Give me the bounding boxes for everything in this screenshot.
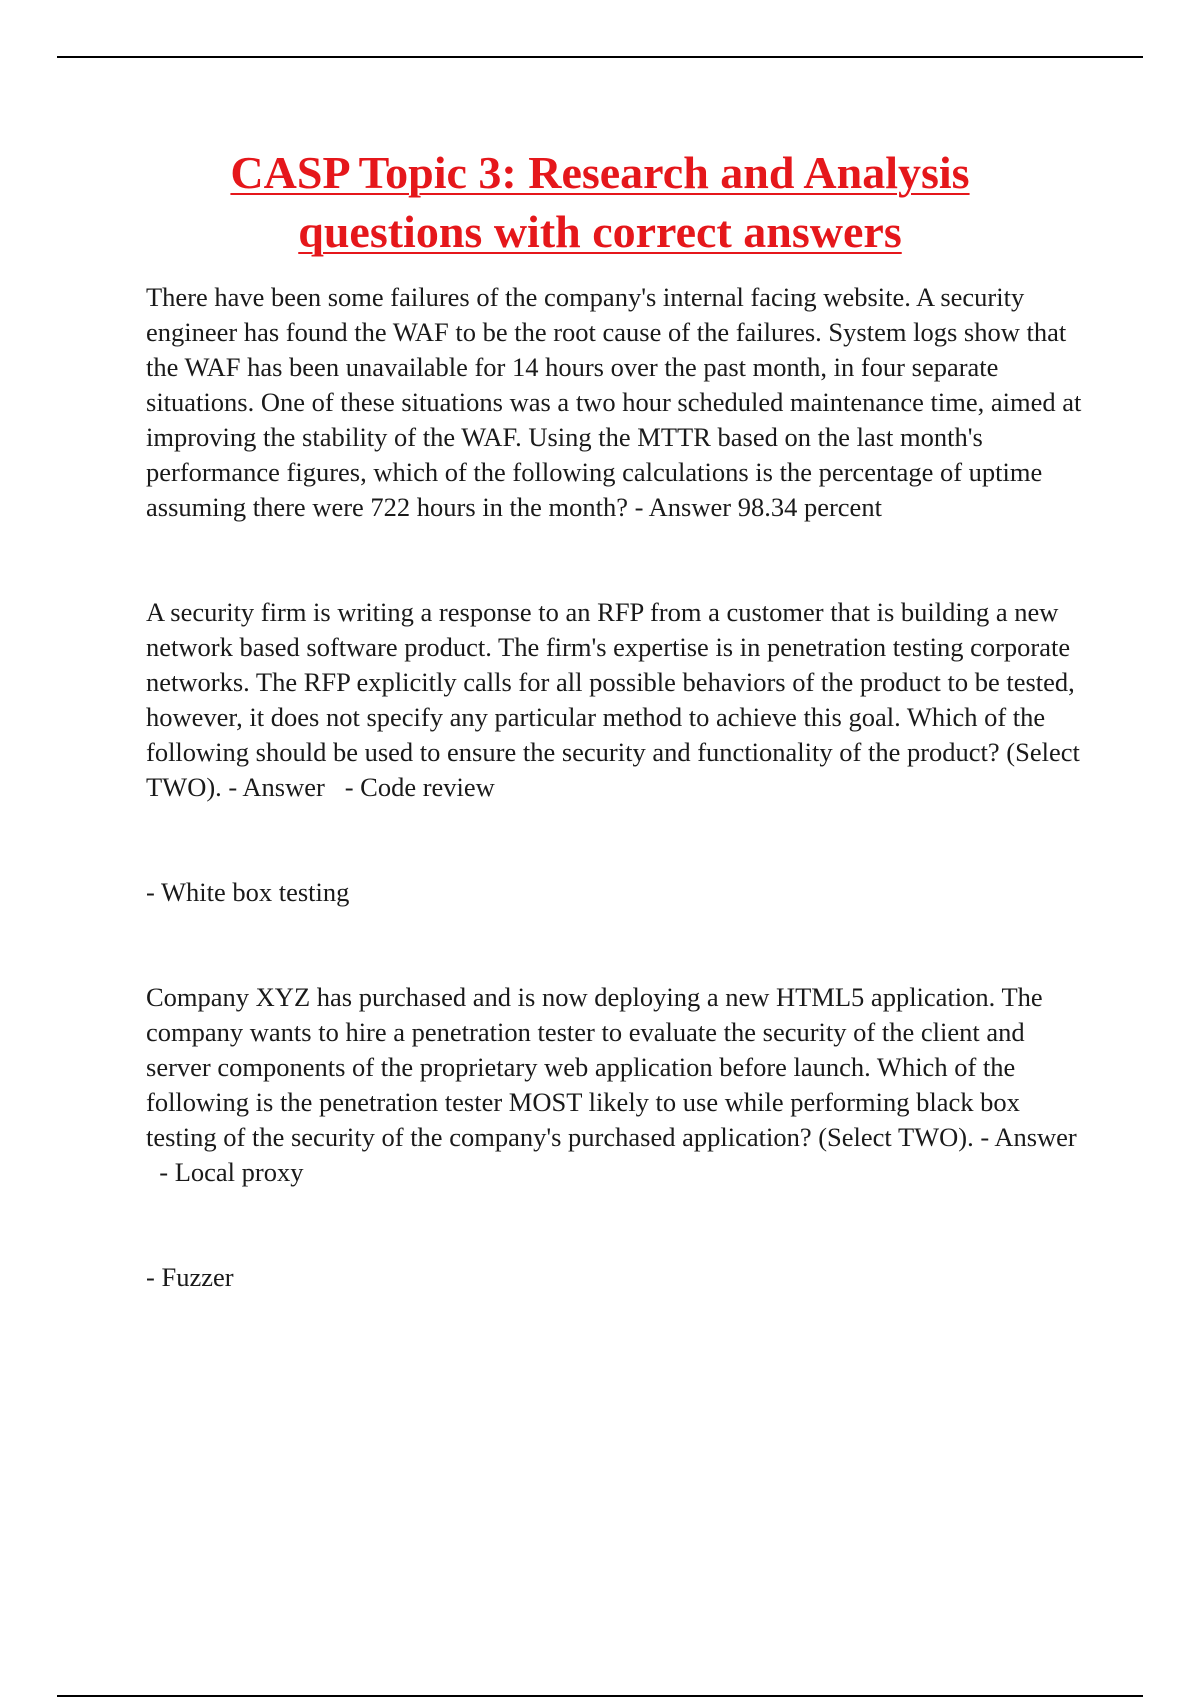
header-rule xyxy=(57,56,1143,58)
title-line-1: CASP Topic 3: Research and Analysis xyxy=(230,147,970,198)
answer-3-extra: - Fuzzer xyxy=(146,1262,234,1292)
question-2: A security firm is writing a response to an RFP from a customer that is building a new network based software product. The firm's expertise is in penetration testing corporate networks. The RFP explicitly calls for all possible behaviors of the product to be tested, however, it does not specify any particular method to achieve this goal. Which of the following should be used to ensure the security and functionality of the product? (Select TWO). - Answer - Code review xyxy=(146,597,1080,802)
footer-rule xyxy=(57,1695,1143,1697)
answer-2-extra: - White box testing xyxy=(146,877,350,907)
document-body xyxy=(146,280,1090,1295)
question-1: There have been some failures of the company's internal facing website. A security engineer has found the WAF to be the root cause of the failures. System logs show that the WAF has been unavailable for 14 hours over the past month, in four separate situations. One of these situations was a two hour scheduled maintenance time, aimed at improving the stability of the WAF. Using the MTTR based on the last month's performance figures, which of the following calculations is the percentage of uptime assuming there were 722 hours in the month? - Answer 98.34 percent xyxy=(146,282,1082,522)
question-3: Company XYZ has purchased and is now deploying a new HTML5 application. The company wants to hire a penetration tester to evaluate the security of the client and server components of the proprietary web application before launch. Which of the following is the penetration tester MOST likely to use while performing black box testing of the security of the company's purchased application? (Select TWO). - Answer - Local proxy xyxy=(146,982,1077,1187)
title-line-2: questions with correct answers xyxy=(298,206,902,257)
page-title xyxy=(100,143,1100,261)
